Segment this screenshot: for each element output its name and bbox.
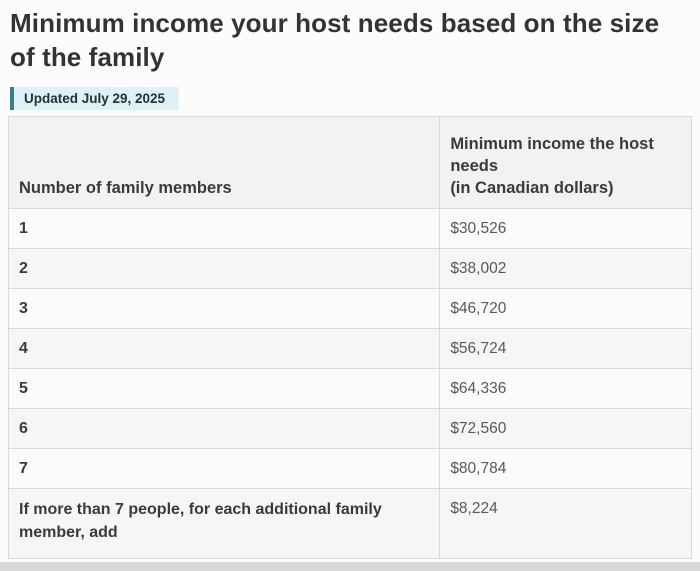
income-cell: $46,720 <box>440 289 692 329</box>
table-header-row <box>9 117 692 209</box>
table-row <box>9 449 692 489</box>
table-row <box>9 369 692 409</box>
table-row <box>9 209 692 249</box>
family-members-cell: 2 <box>9 249 440 289</box>
header-family-members: Number of family members <box>9 117 440 209</box>
family-members-cell: 5 <box>9 369 440 409</box>
family-members-cell: If more than 7 people, for each additional family member, add <box>9 489 440 559</box>
income-cell: $64,336 <box>440 369 692 409</box>
table-body <box>9 209 692 559</box>
header-minimum-income-line1: Minimum income the host needs <box>450 135 654 175</box>
table-row <box>9 329 692 369</box>
family-members-cell: 4 <box>9 329 440 369</box>
header-minimum-income <box>440 117 692 209</box>
income-cell: $38,002 <box>440 249 692 289</box>
page-title: Minimum income your host needs based on the size of the family <box>10 8 660 72</box>
table-header <box>9 117 692 209</box>
income-cell: $30,526 <box>440 209 692 249</box>
family-members-cell: 6 <box>9 409 440 449</box>
family-members-cell: 3 <box>9 289 440 329</box>
minimum-income-table <box>8 116 692 559</box>
bottom-edge-strip <box>0 562 700 571</box>
table-row <box>9 249 692 289</box>
family-members-cell: 1 <box>9 209 440 249</box>
income-cell: $80,784 <box>440 449 692 489</box>
income-cell: $56,724 <box>440 329 692 369</box>
income-cell: $72,560 <box>440 409 692 449</box>
header-minimum-income-line2: (in Canadian dollars) <box>450 179 614 197</box>
updated-date-badge: Updated July 29, 2025 <box>10 87 179 110</box>
table-row <box>9 289 692 329</box>
table-row <box>9 409 692 449</box>
income-cell: $8,224 <box>440 489 692 559</box>
family-members-cell: 7 <box>9 449 440 489</box>
table-row <box>9 489 692 559</box>
